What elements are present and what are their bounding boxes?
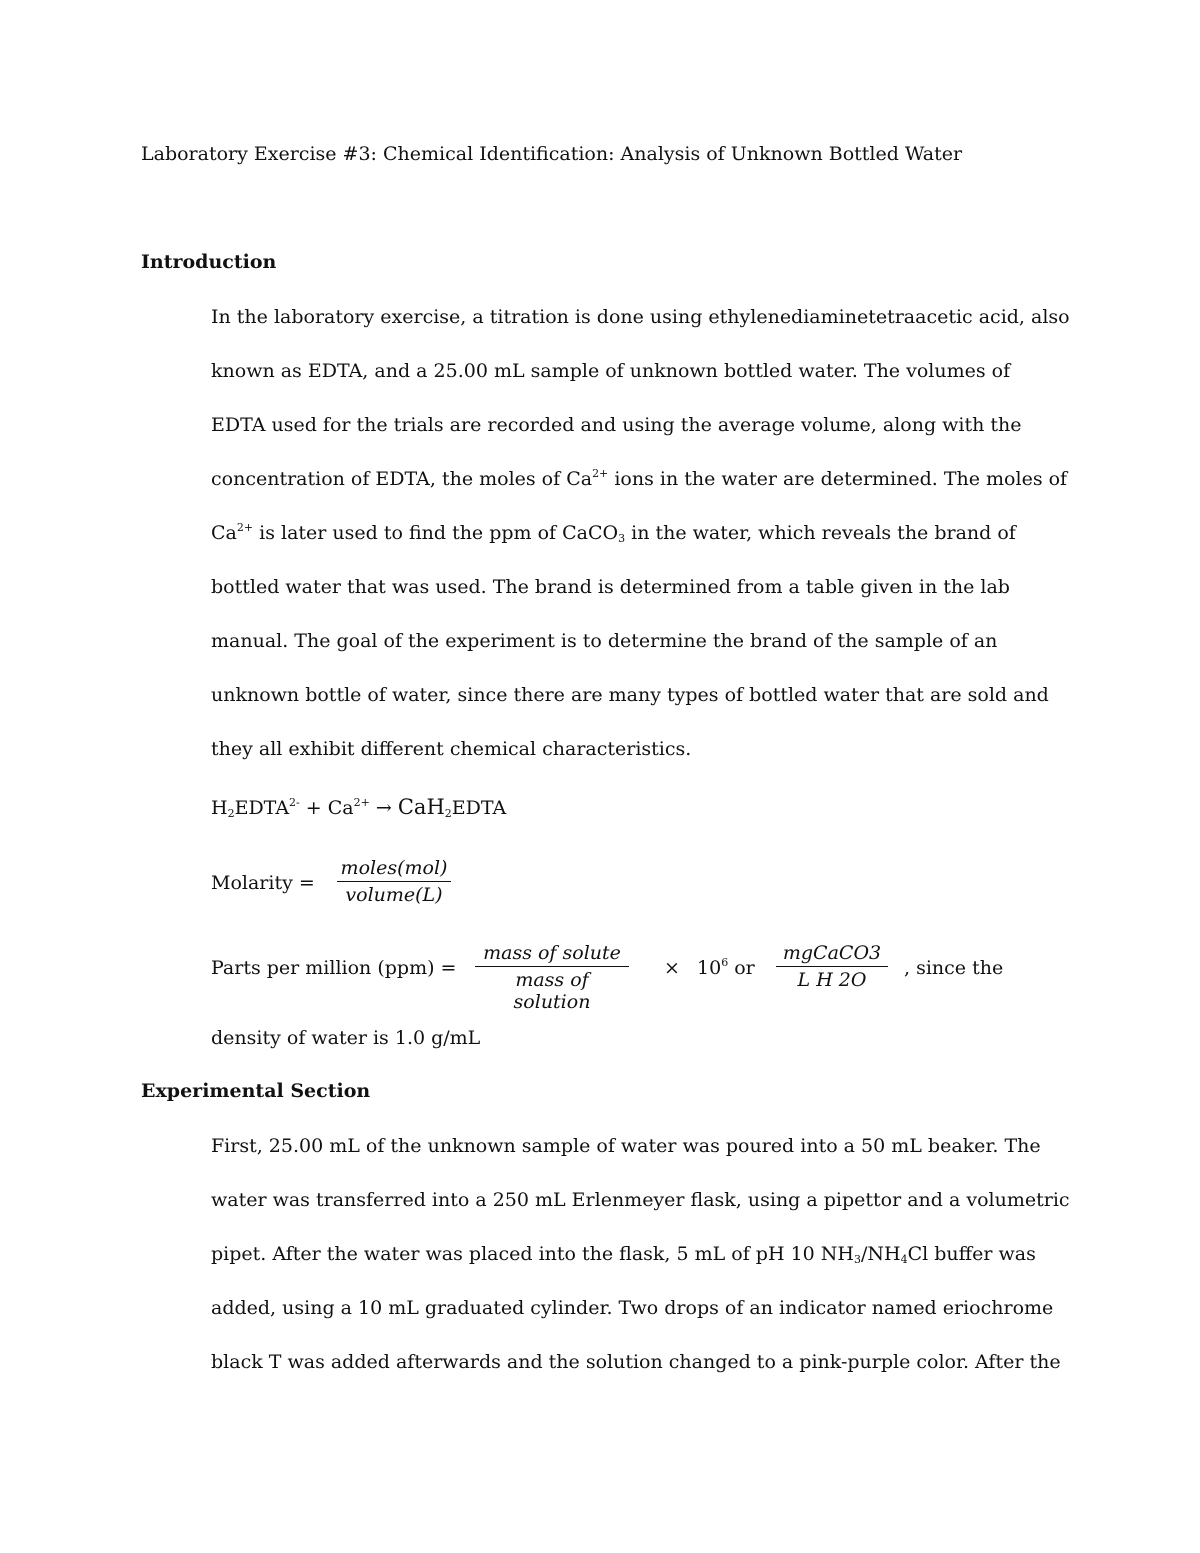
exp-line-3-c: Cl buffer was [907,1243,1036,1265]
intro-line-8: unknown bottle of water, since there are many types of bottled water that are sold and [211,684,1049,706]
molarity-label: Molarity = [211,872,315,894]
intro-line-4-a: concentration of EDTA, the moles of Ca [211,468,593,490]
intro-line-5 [211,522,1016,544]
ten-power [697,957,755,979]
reaction-equation [211,795,506,819]
ca-charge: 2+ [592,467,609,480]
ten-base: 10 [697,957,722,979]
experimental-heading: Experimental Section [141,1080,371,1102]
eq-plus-ca: + Ca [299,797,354,819]
intro-line-5-a: Ca [211,522,237,544]
exp-line-5: black T was added afterwards and the solution changed to a pink-purple color. After the [211,1351,1061,1373]
exp-line-1: First, 25.00 mL of the unknown sample of water was poured into a 50 mL beaker. The [211,1135,1041,1157]
molarity-fraction [337,857,451,906]
introduction-heading: Introduction [141,251,277,273]
ppm-denominator: mass of solution [513,969,591,1013]
ppm-fraction [475,942,629,1013]
intro-line-3: EDTA used for the trials are recorded and using the average volume, along with the [211,414,1022,436]
molarity-denominator: volume(L) [345,884,443,906]
intro-line-4 [211,468,1067,490]
exp-line-2: water was transferred into a 250 mL Erlenmeyer flask, using a pipettor and a volumetric [211,1189,1070,1211]
molarity-numerator: moles(mol) [337,857,451,882]
eq-sub: 2 [444,807,452,820]
ten-exponent: 6 [721,956,729,969]
ppm-numerator-2: mgCaCO3 [776,942,888,967]
intro-line-5-c: in the water, which reveals the brand of [625,522,1016,544]
eq-cah: CaH [397,795,445,819]
ppm-tail: , since the [904,957,1004,979]
ppm-line-2: density of water is 1.0 g/mL [211,1027,481,1049]
eq-sup: 2+ [353,796,370,809]
exp-line-3-b: /NH [861,1243,901,1265]
eq-arrow: → [369,797,398,819]
ammonia-subscript: 3 [854,1253,861,1266]
times-sign: × [664,957,680,979]
exp-line-4: added, using a 10 mL graduated cylinder. Two drops of an indicator named eriochrome [211,1297,1054,1319]
intro-line-9: they all exhibit different chemical characteristics. [211,738,692,760]
intro-line-6: bottled water that was used. The brand is determined from a table given in the lab [211,576,1010,598]
document-title: Laboratory Exercise #3: Chemical Identification: Analysis of Unknown Bottled Water [141,143,963,165]
intro-line-2: known as EDTA, and a 25.00 mL sample of unknown bottled water. The volumes of [211,360,1011,382]
or-text: or [728,957,755,979]
eq-edta: EDTA [234,797,290,819]
intro-line-1: In the laboratory exercise, a titration is done using ethylenediaminetetraacetic acid, also [211,306,1070,328]
ppm-fraction-2 [776,942,888,991]
exp-line-3 [211,1243,1036,1265]
eq-sub: 2 [227,807,235,820]
ca-charge: 2+ [236,521,254,534]
eq-edta: EDTA [451,797,507,819]
ppm-numerator: mass of solute [475,942,629,967]
ammonium-subscript: 4 [900,1253,908,1266]
exp-line-3-a: pipet. After the water was placed into the flask, 5 mL of pH 10 NH [211,1243,854,1265]
ppm-label: Parts per million (ppm) = [211,957,457,979]
eq-sup: 2- [289,796,300,809]
eq-h: H [211,797,228,819]
intro-line-4-b: ions in the water are determined. The moles of [608,468,1068,490]
carbonate-subscript: 3 [618,532,626,545]
intro-line-7: manual. The goal of the experiment is to determine the brand of the sample of an [211,630,998,652]
ppm-denominator-2: L H 2O [797,969,867,991]
intro-line-5-b: is later used to find the ppm of CaCO [253,522,619,544]
